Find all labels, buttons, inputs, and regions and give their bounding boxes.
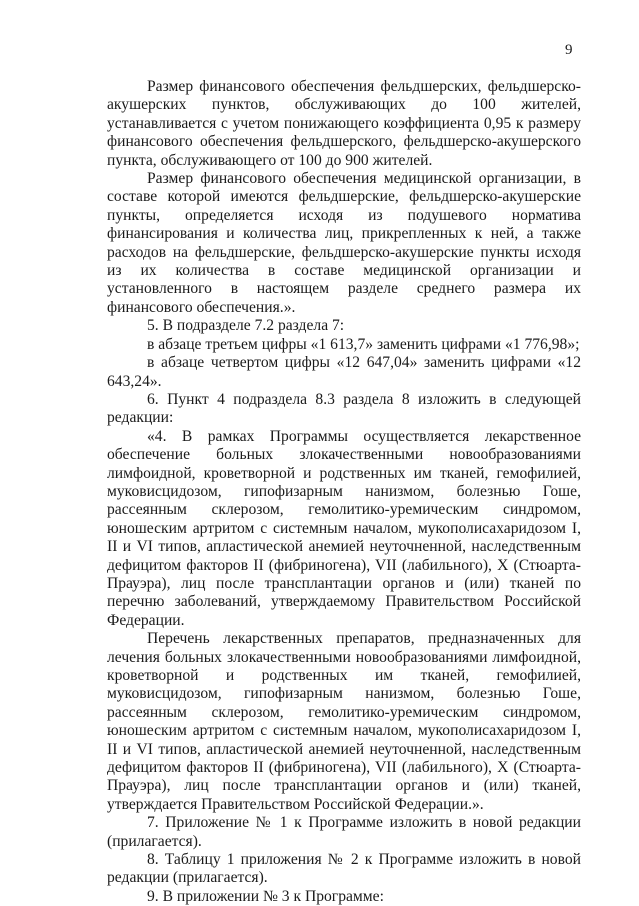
paragraph-feldsher-funding-coefficient: Размер финансового обеспечения фельдшерских, фельдшерско-акушерских пунктов, обслуживающих до 100 жителей, устанавливается с учетом понижающего коэффициента 0,95 к размеру финансового обеспечения фельдшерского, фельдшерско-акушерского пункта, обслуживающего от 100 до 900 жителей. (107, 78, 581, 169)
paragraph-medical-org-funding: Размер финансового обеспечения медицинской организации, в составе которой имеются фельдшерские, фельдшерско-акушерские пункты, определяется исходя из подушевого норматива финансирования и количества лиц, прикрепленных к ней, а также расходов на фельдшерские, фельдшерско-акушерские пункты исходя из их количества в составе медицинской организации и установленного в настоящем разделе среднего размера их финансового обеспечения.». (107, 170, 581, 316)
paragraph-drug-list: Перечень лекарственных препаратов, предназначенных для лечения больных злокачественными новообразованиями лимфоидной, кроветворной и родственных им тканей, гемофилией, муковисцидозом, гипофизарным нанизмом, болезнью Гоше, рассеянным склерозом, гемолитико-уремическим синдромом, юношеским артритом с системным началом, мукополисахаридозом I, II и VI типов, апластической анемией неуточненной, наследственным дефицитом факторов II (фибриногена), VII (лабильного), X (Стюарта-Прауэра), лиц после трансплантации органов и (или) тканей, утверждается Правительством Российской Федерации.». (107, 630, 581, 813)
paragraph-item-5: 5. В подразделе 7.2 раздела 7: (147, 317, 345, 335)
document-body (107, 78, 581, 906)
paragraph-item-7: 7. Приложение № 1 к Программе изложить в новой редакции (прилагается). (107, 814, 581, 850)
paragraph-item-9: 9. В приложении № 3 к Программе: (147, 887, 384, 905)
paragraph-item-6: 6. Пункт 4 подраздела 8.3 раздела 8 изложить в следующей редакции: (107, 390, 581, 427)
paragraph-item-4-drug-provision: «4. В рамках Программы осуществляется лекарственное обеспечение больных злокачественными новообразованиями лимфоидной, кроветворной и родственных им тканей, гемофилией, муковисцидозом, гипофизарным нанизмом, болезнью Гоше, рассеянным склерозом, гемолитико-уремическим синдромом, юношеским артритом с системным началом, мукополисахаридозом I, II и VI типов, апластической анемией неуточненной, наследственным дефицитом факторов II (фибриногена), VII (лабильного), X (Стюарта-Прауэра), лиц после трансплантации органов и (или) тканей по перечню заболеваний, утверждаемому Правительством Российской Федерации. (107, 427, 581, 629)
paragraph-item-8: 8. Таблицу 1 приложения № 2 к Программе изложить в новой редакции (прилагается). (107, 851, 581, 887)
page-number: 9 (565, 42, 573, 58)
paragraph-item-5-third-abzac: в абзаце третьем цифры «1 613,7» заменить цифрами «1 776,98»; (147, 335, 580, 353)
paragraph-item-5-fourth-abzac: в абзаце четвертом цифры «12 647,04» заменить цифрами «12 643,24». (107, 354, 581, 390)
